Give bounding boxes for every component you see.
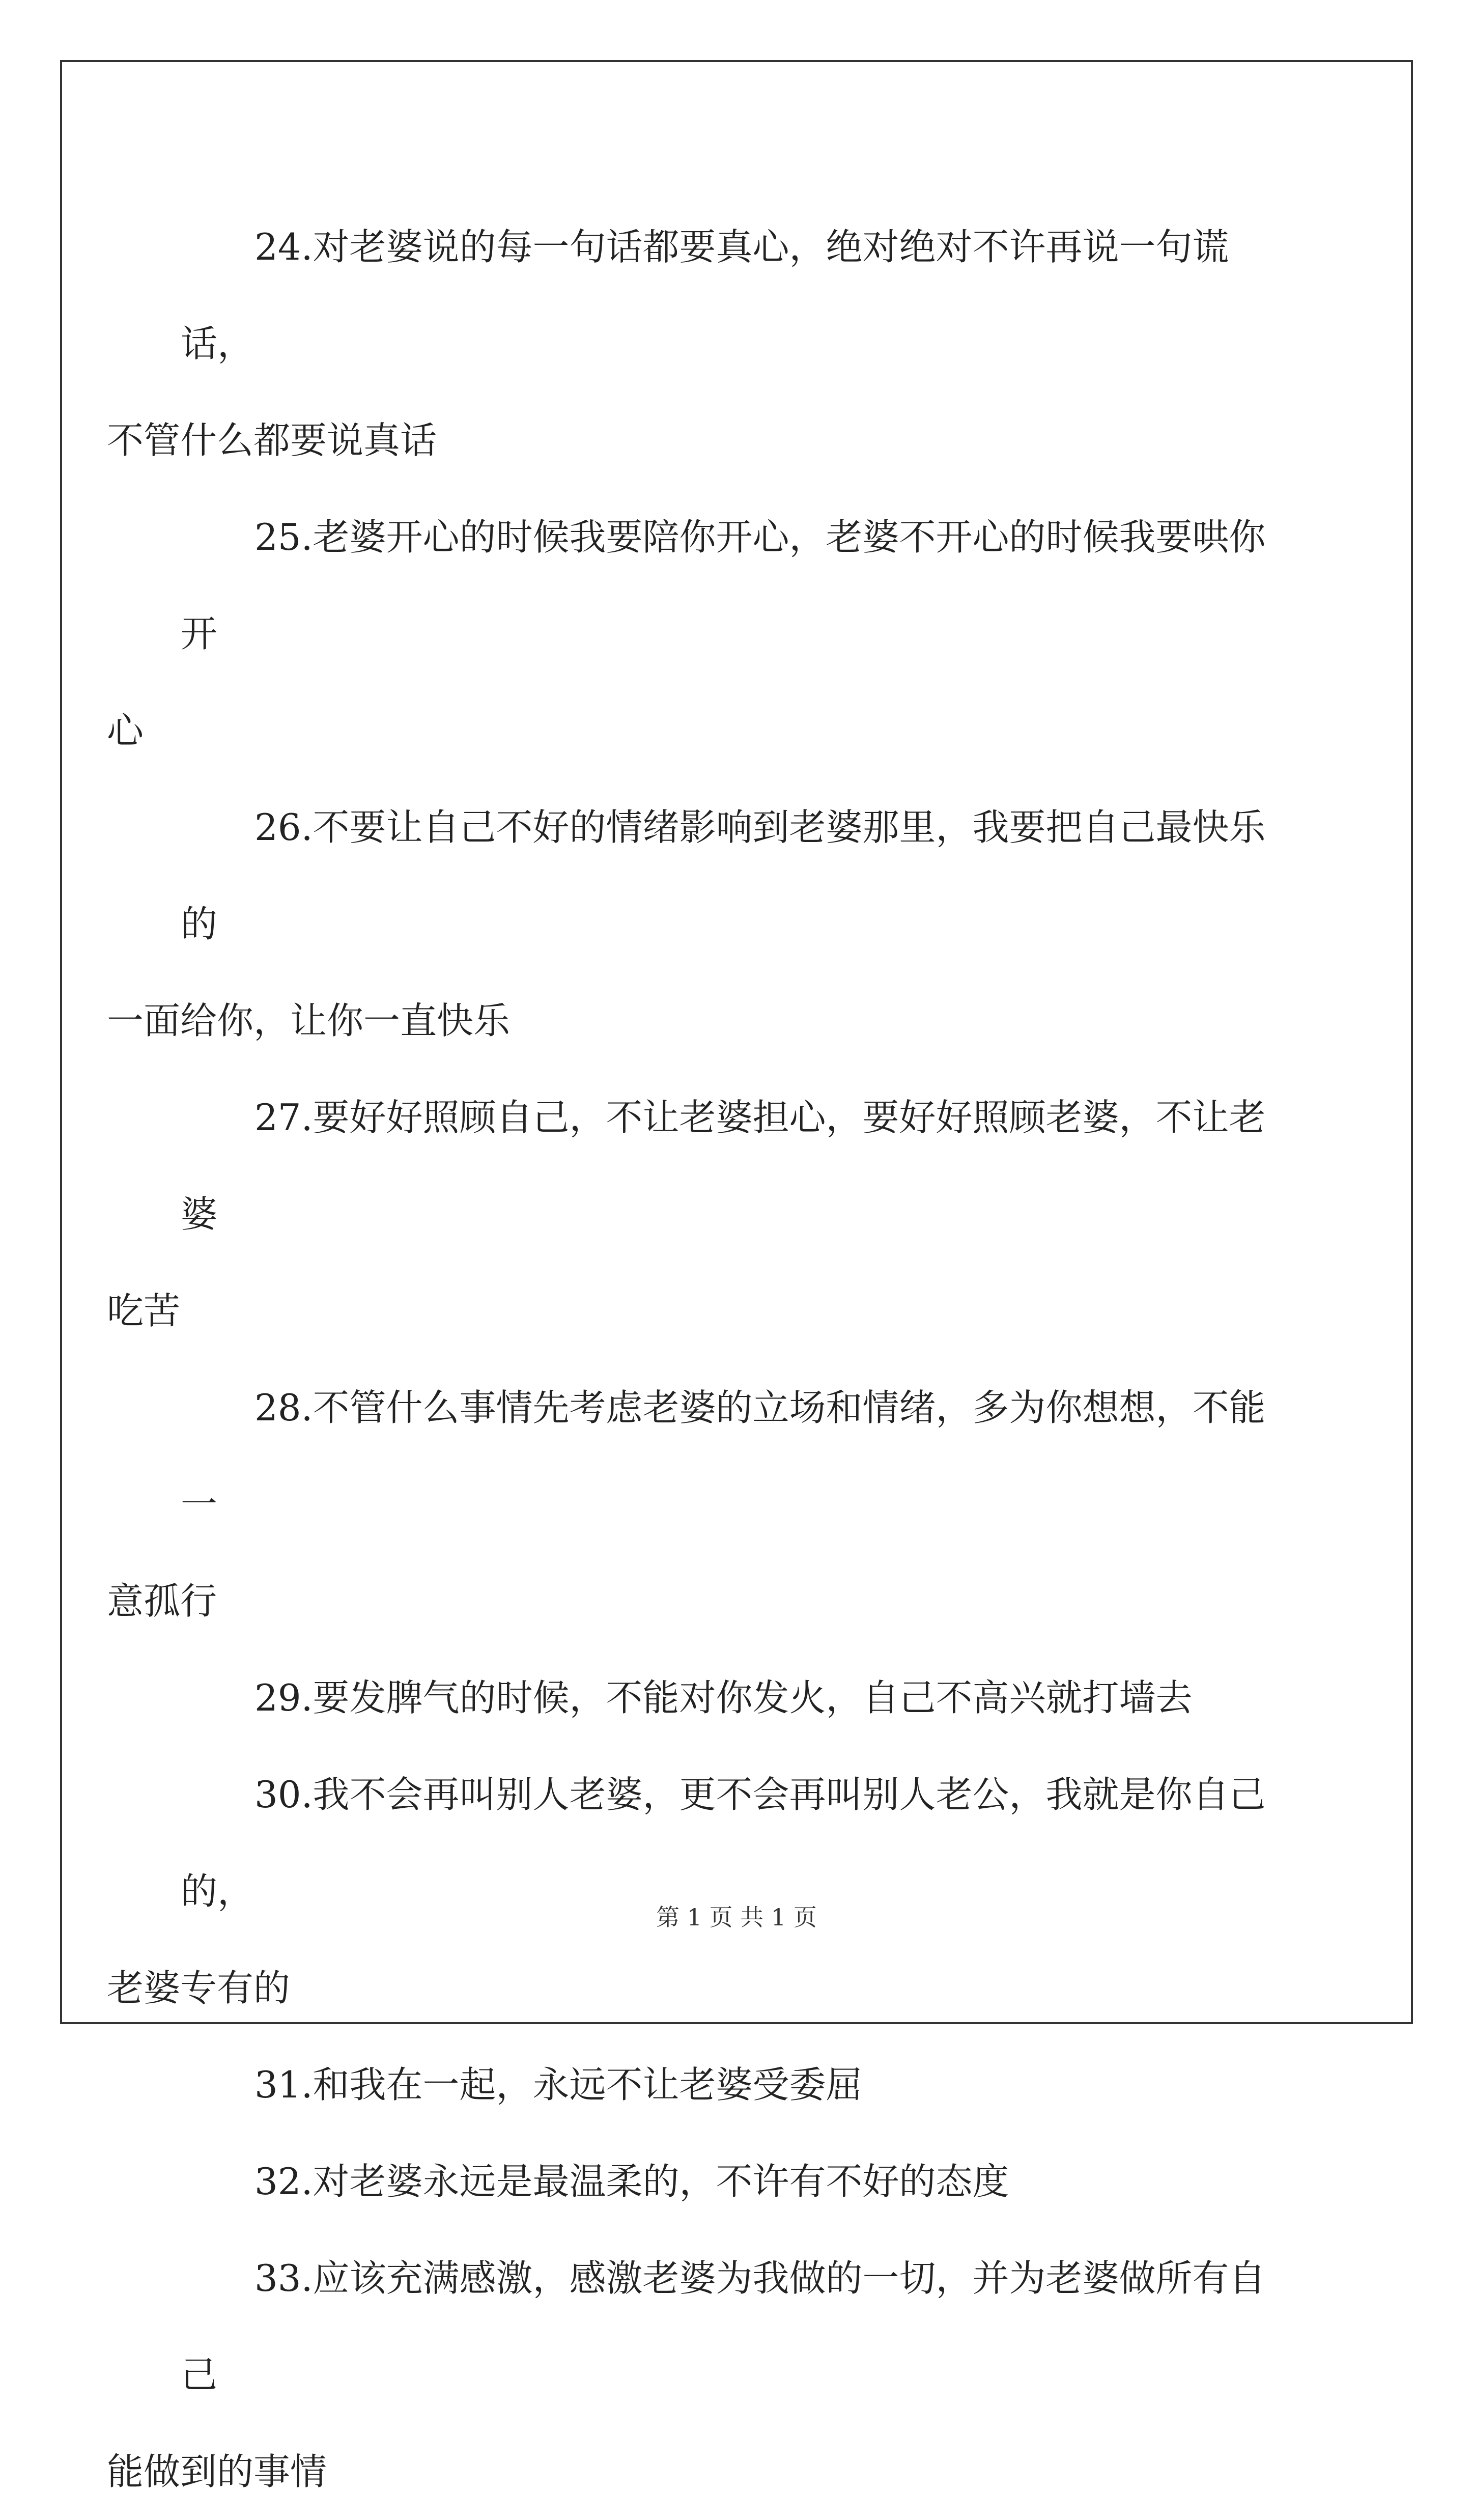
paragraph-line: 26.不要让自己不好的情绪影响到老婆那里，我要把自己最快乐的 (181, 806, 1266, 945)
paragraph-line: 32.对老婆永远是最温柔的，不许有不好的态度 (254, 2160, 1009, 2203)
document-body (107, 199, 1300, 2520)
paragraph-line: 33.应该充满感激，感激老婆为我做的一切，并为老婆做所有自己 (181, 2257, 1266, 2396)
list-item-33 (107, 2230, 1300, 2520)
list-item-29 (181, 1649, 1300, 1746)
paragraph-line: 24.对老婆说的每一句话都要真心，绝对绝对不许再说一句谎话， (181, 226, 1229, 365)
list-item-30 (107, 1746, 1300, 2036)
paragraph-line: 28.不管什么事情先考虑老婆的立场和情绪，多为你想想，不能一 (181, 1386, 1266, 1526)
paragraph-line: 27.要好好照顾自己，不让老婆担心，要好好照顾老婆，不让老婆 (181, 1096, 1266, 1236)
paragraph-line: 31.和我在一起，永远不让老婆受委屈 (254, 2063, 863, 2106)
list-item-27 (107, 1069, 1300, 1359)
paragraph-line: 意孤行 (107, 1580, 217, 1622)
paragraph-line: 30.我不会再叫别人老婆，更不会再叫别人老公，我就是你自己的， (181, 1773, 1266, 1913)
paragraph-line: 吃苦 (107, 1290, 181, 1332)
list-item-28 (107, 1359, 1300, 1649)
paragraph-line: 心 (107, 709, 144, 752)
paragraph-line: 一面给你，让你一直快乐 (107, 999, 511, 1042)
page-footer: 第 1 页 共 1 页 (656, 1903, 817, 1931)
list-item-25 (107, 489, 1300, 779)
list-item-32 (181, 2133, 1300, 2230)
paragraph-line: 不管什么都要说真话 (107, 419, 437, 462)
list-item-26 (107, 779, 1300, 1069)
list-item-24 (107, 199, 1300, 489)
paragraph-line: 29.要发脾气的时候，不能对你发火，自己不高兴就打墙去 (254, 1676, 1193, 1719)
paragraph-line: 能做到的事情 (107, 2450, 327, 2493)
paragraph-line: 老婆专有的 (107, 1967, 291, 2009)
paragraph-line: 25.老婆开心的时候我要陪你开心，老婆不开心的时候我要哄你开 (181, 516, 1266, 655)
list-item-31 (181, 2036, 1300, 2133)
